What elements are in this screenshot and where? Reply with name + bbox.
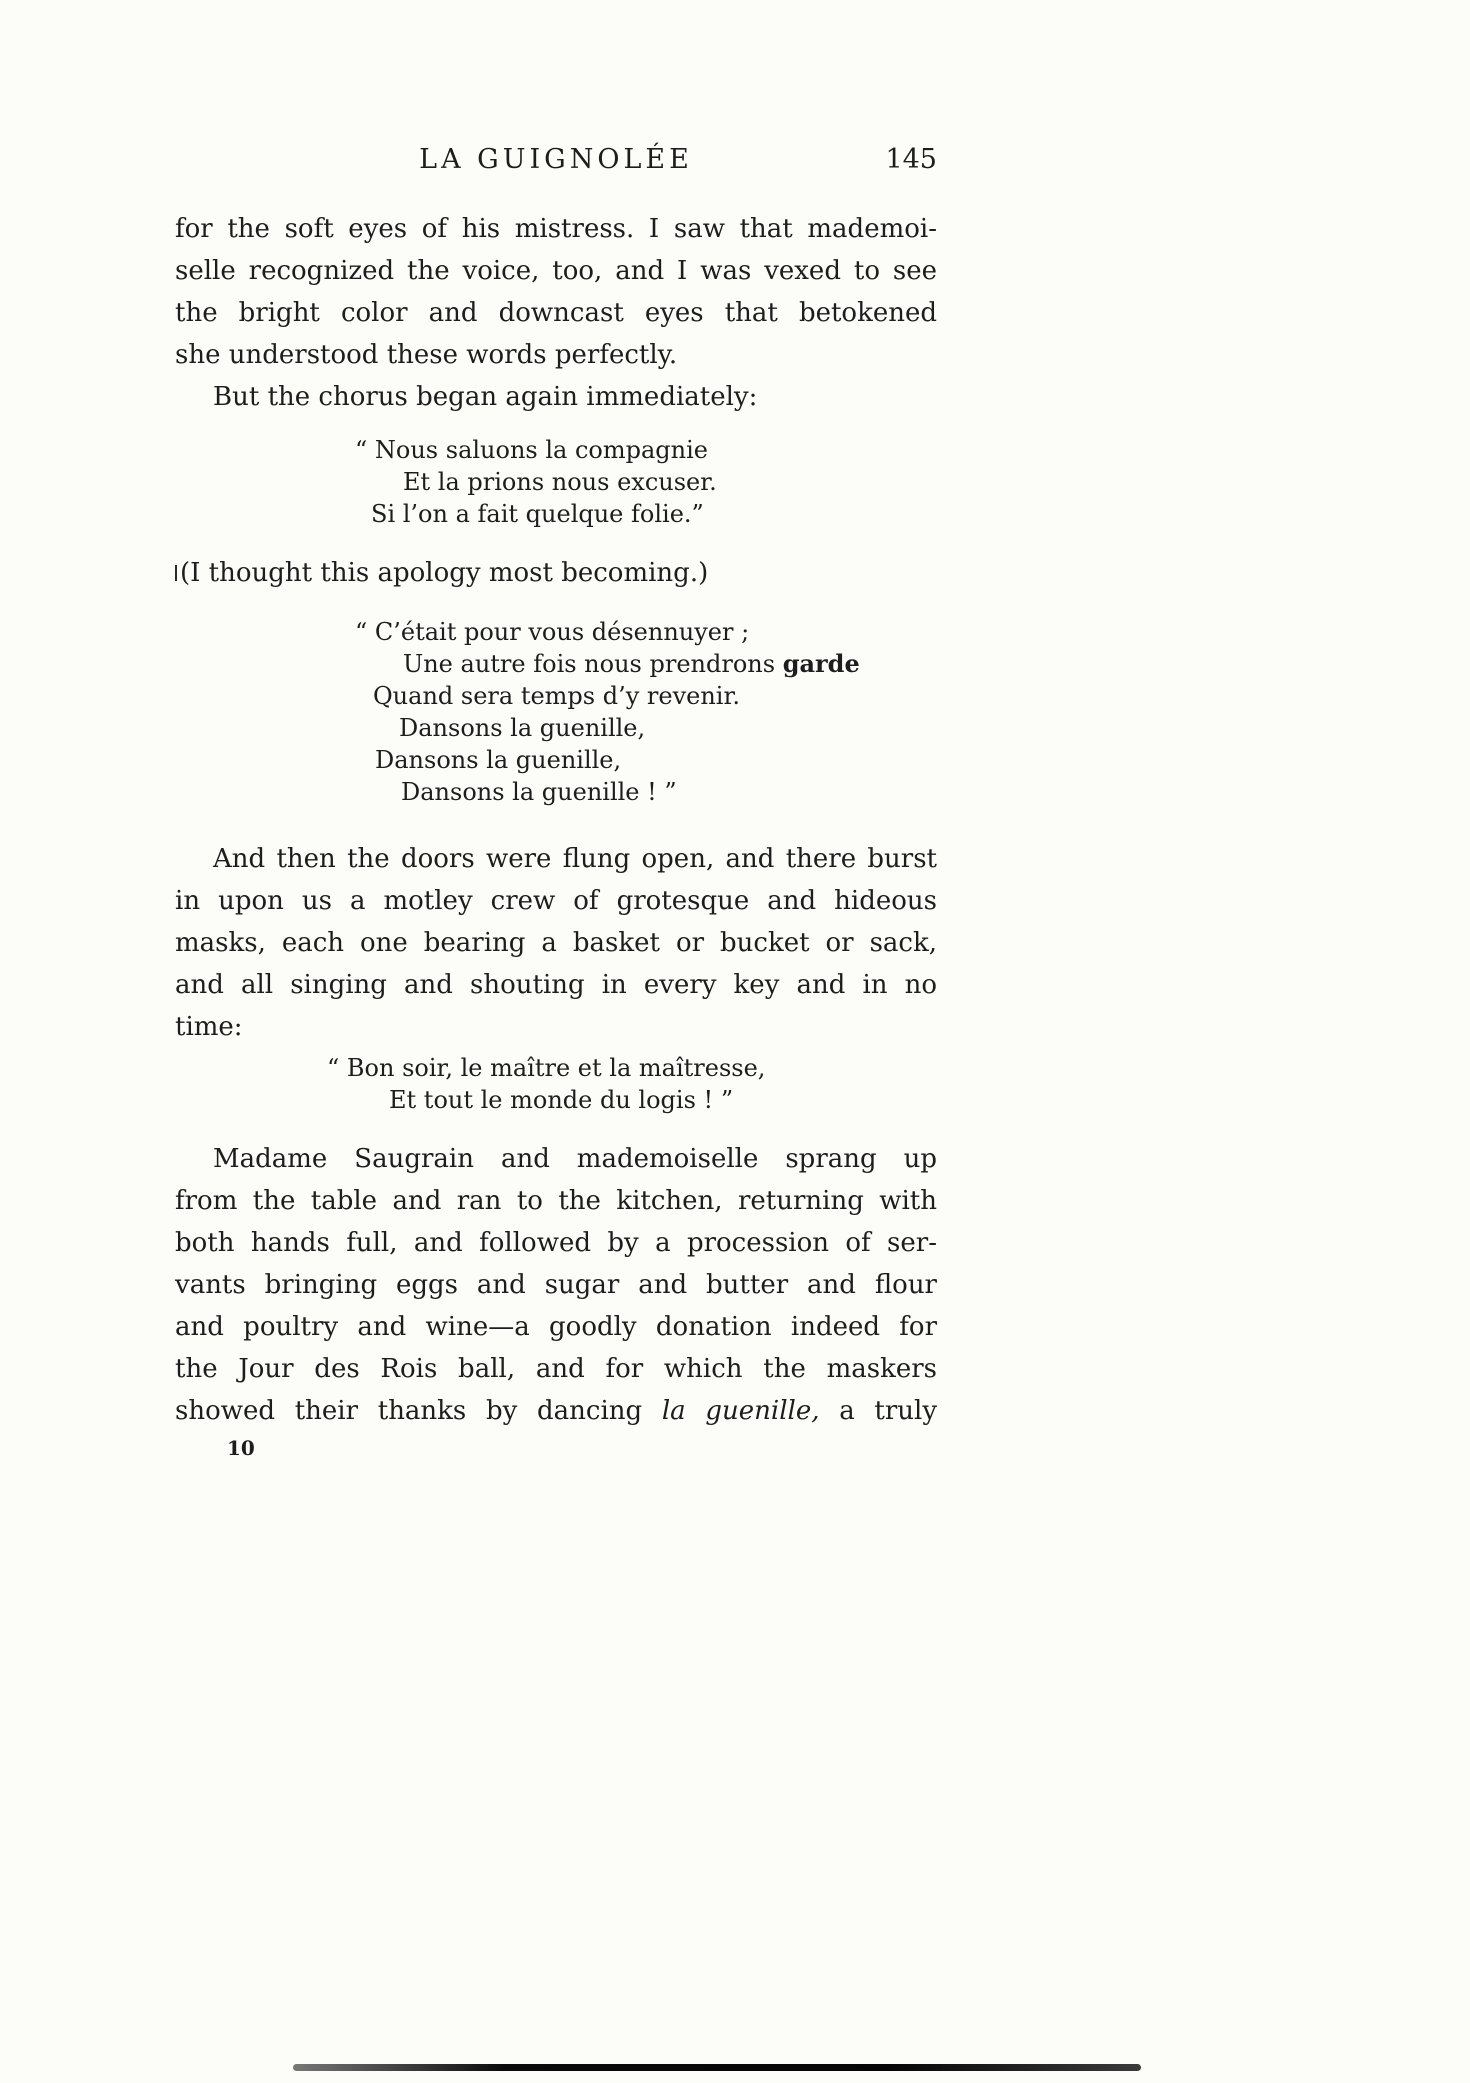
paragraph-madame [175,1138,937,1432]
text-line: selle recognized the voice, too, and I was vexed to see [175,256,937,286]
page-header [175,138,937,182]
verse-line: Quand sera temps d’y revenir. [373,682,740,710]
text-line: in upon us a motley crew of grotesque and hideous [175,886,937,916]
verse-line: Et tout le monde du logis ! ” [389,1086,734,1114]
verse-line: Si l’on a fait quelque folie.” [371,500,704,528]
verse-line: Dansons la guenille ! ” [401,778,677,806]
text-segment: a truly [819,1396,938,1426]
verse-salute [175,434,937,530]
verse-line: Et la prions nous excuser. [403,468,717,496]
text-line: and all singing and shouting in every key and in no [175,970,937,1000]
text-line: she understood these words perfectly. [175,340,678,370]
text-line: vants bringing eggs and sugar and butter and flour [175,1270,937,1300]
text-line: both hands full, and followed by a procession of ser- [175,1228,937,1258]
verse-line [403,648,937,680]
verse-line-bold-word: garde [782,649,860,678]
text-line: And then the doors were flung open, and there burst [213,844,937,874]
text-block [175,138,937,1460]
text-line [175,1390,937,1432]
text-line: time: [175,1012,243,1042]
text-line: the Jour des Rois ball, and for which the maskers [175,1354,937,1384]
text-line: from the table and ran to the kitchen, returning with [175,1186,937,1216]
text-line: for the soft eyes of his mistress. I saw that mademoi- [175,214,937,244]
text-line: Madame Saugrain and mademoiselle sprang up [213,1144,937,1174]
italic-phrase: la guenille, [661,1396,820,1426]
text-line: and poultry and wine—a goodly donation indeed for [175,1312,937,1342]
verse-line-text: Une autre fois nous prendrons [403,650,783,678]
paragraph-chorus-intro: But the chorus began again immediately: [213,382,758,412]
apology-text: (I thought this apology most becoming.) [180,558,709,588]
text-segment: showed their thanks by dancing [175,1396,662,1426]
text-line: the bright color and downcast eyes that betokened [175,298,937,328]
verse-line: “ C’était pour vous désennuyer ; [355,618,750,646]
verse-line: “ Bon soir, le maître et la maîtresse, [327,1054,766,1082]
verse-bonsoir [175,1052,937,1116]
running-title: LA GUIGNOLÉE [419,144,693,175]
verse-line: Dansons la guenille, [399,714,646,742]
paragraph-apology [175,552,937,594]
verse-line: “ Nous saluons la compagnie [355,436,708,464]
page-number: 145 [885,144,937,175]
signature-mark: 10 [227,1436,255,1460]
scan-artifact-line [293,2064,1141,2071]
verse-line: Dansons la guenille, [375,746,622,774]
paragraph-intro [175,208,937,376]
paragraph-doors [175,838,937,1048]
text-line: masks, each one bearing a basket or bucket or sack, [175,928,937,958]
verse-garde [175,616,937,808]
